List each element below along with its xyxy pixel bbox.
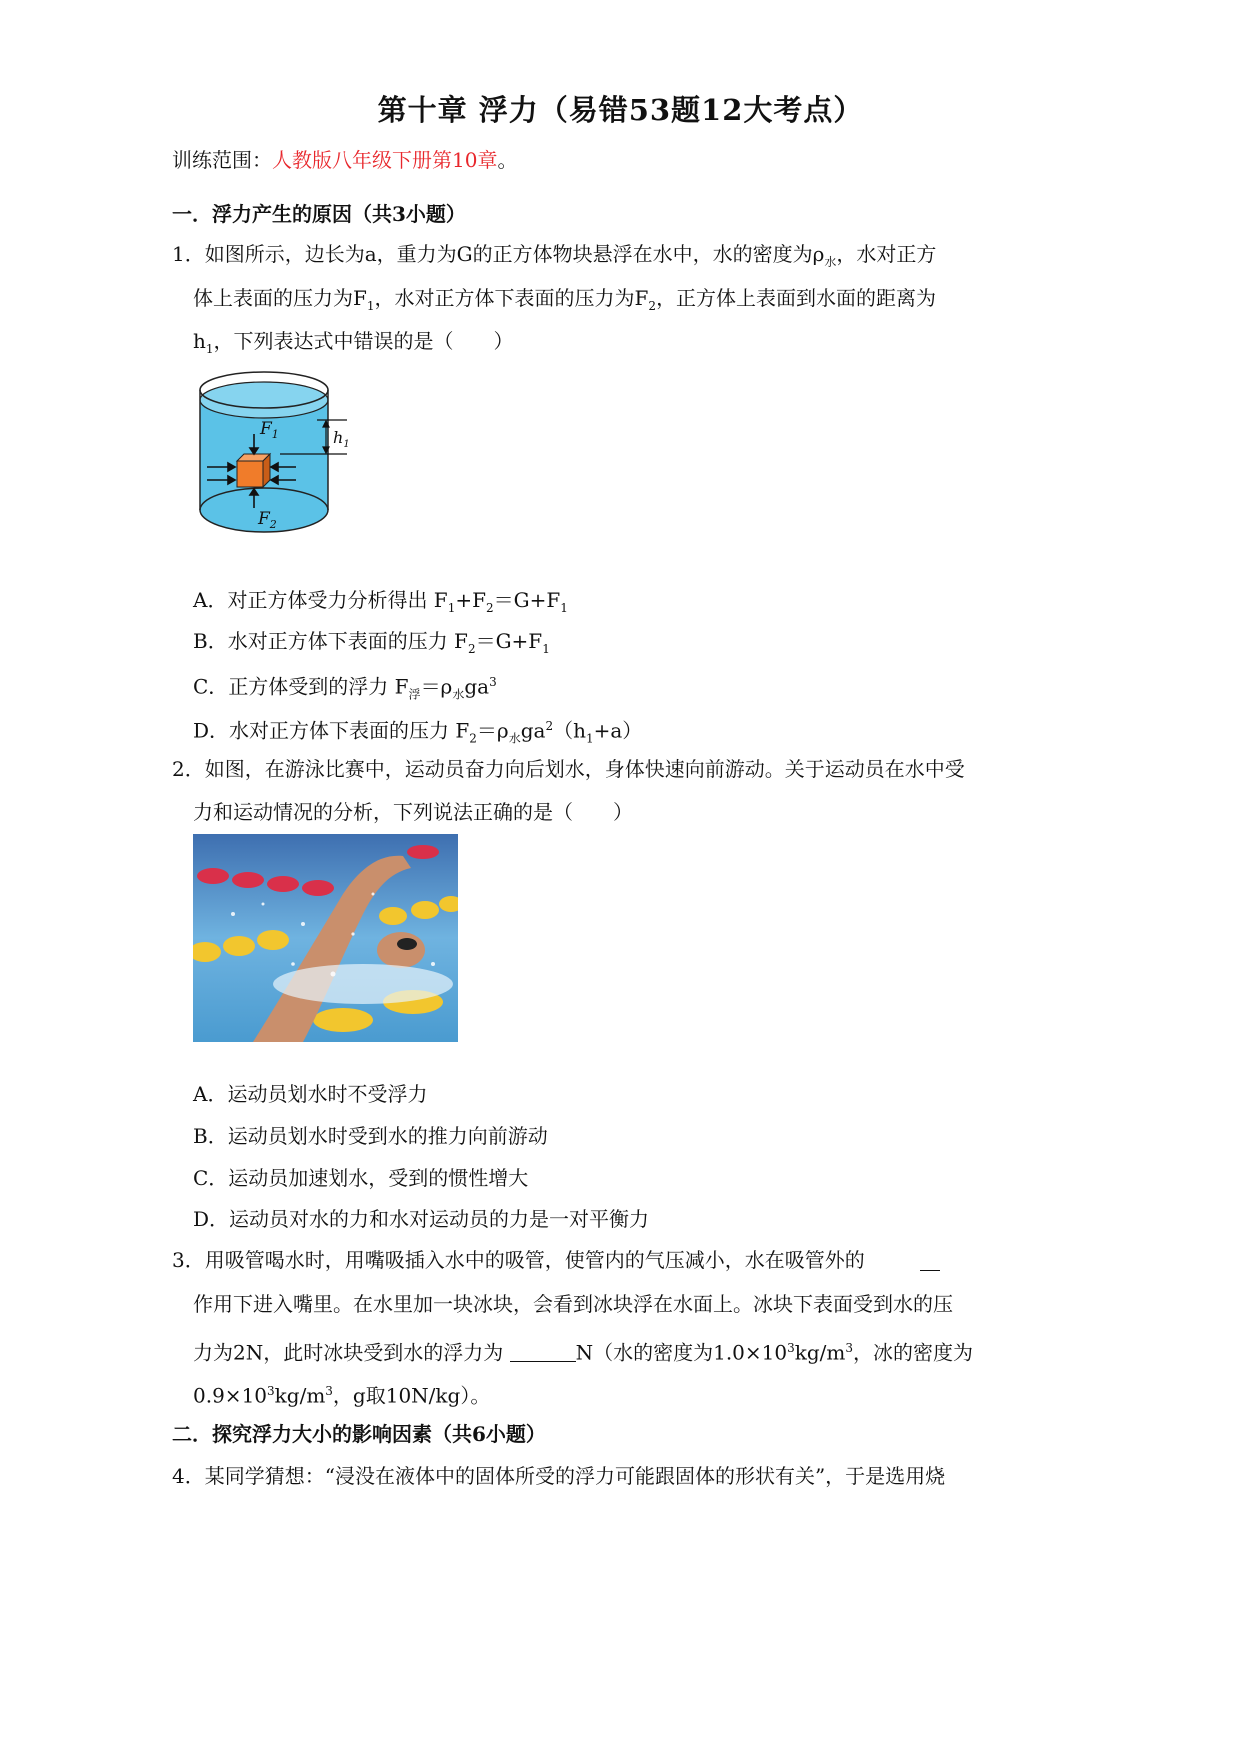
q1-number: 1． (172, 242, 205, 266)
q1-text-2a: 体上表面的压力为F (193, 286, 367, 310)
q1-text-1: 如图所示，边长为a，重力为G的正方体物块悬浮在水中，水的密度为ρ (204, 242, 825, 266)
q1-option-b: B．水对正方体下表面的压力 $F_2=G+F_1$ (193, 629, 550, 656)
q1-sub-1: 1 (366, 299, 375, 313)
q3-blank-1[interactable] (920, 1250, 940, 1271)
q2-line-2: 力和运动情况的分析，下列说法正确的是（ ） (193, 800, 633, 824)
q1-sub-water: 水 (824, 255, 837, 269)
label-f2: $F_2$ (258, 509, 277, 531)
q3-line-1: 3．用吸管喝水时，用嘴吸插入水中的吸管，使管内的气压减小，水在吸管外的 (172, 1248, 865, 1272)
scope-value: 人教版八年级下册第10章 (272, 148, 498, 172)
q1-text-1-end: ，水对正方 (836, 242, 937, 266)
water-surface (200, 382, 328, 418)
section-1-heading: 一．浮力产生的原因（共3小题） (172, 202, 466, 226)
q1-line-3 (193, 327, 514, 363)
label-h1: $h_1$ (333, 428, 350, 450)
q1-sub-h1: 1 (205, 342, 214, 356)
q1-sub-2: 2 (648, 299, 657, 313)
q2-option-b: B．运动员划水时受到水的推力向前游动 (193, 1124, 548, 1148)
q3-line-4: $0.9\times 10^3kg/m^3$，g取10N/kg）。 (193, 1383, 491, 1408)
label-f1: $F_1$ (260, 419, 279, 441)
page-title: 第十章 浮力（易错53题12大考点） (377, 93, 864, 127)
q1-line-2 (193, 284, 936, 320)
swimmer-photo (193, 834, 458, 1042)
swimmer-head (377, 932, 425, 968)
scope-end: 。 (497, 148, 518, 172)
q1-option-c: C．正方体受到的浮力 $F_浮=\rho_水ga^3$ (193, 674, 497, 702)
section-2-heading: 二．探究浮力大小的影响因素（共6小题） (172, 1422, 546, 1446)
q3-blank-2[interactable] (510, 1341, 576, 1362)
scope-line (172, 146, 517, 174)
q1-text-2b: ，水对正方体下表面的压力为F (374, 286, 649, 310)
q2-number: 2． (172, 757, 205, 781)
q1-text-3a: h (193, 329, 206, 353)
q1-option-a: A．对正方体受力分析得出 $F_1+F_2=G+F_1$ (193, 588, 568, 615)
q4-line-1: 4．某同学猜想：“浸没在液体中的固体所受的浮力可能跟固体的形状有关”，于是选用烧 (172, 1464, 946, 1488)
q3-line-3: 力为2N，此时冰块受到水的浮力为 N（水的密度为$1.0\times 10^3kg/m^3$，冰的密度为 (193, 1340, 974, 1365)
goggles (397, 938, 417, 950)
q2-text-1: 如图，在游泳比赛中，运动员奋力向后划水，身体快速向前游动。关于运动员在水中受 (204, 757, 965, 781)
q1-text-3b: ，下列表达式中错误的是（ ） (213, 329, 514, 353)
cylinder-cube-figure (192, 368, 362, 543)
cube (237, 461, 263, 487)
q2-option-a: A．运动员划水时不受浮力 (193, 1082, 428, 1106)
q2-option-d: D．运动员对水的力和水对运动员的力是一对平衡力 (193, 1207, 650, 1231)
q2-line-1 (172, 755, 965, 783)
q3-line-2: 作用下进入嘴里。在水里加一块冰块，会看到冰块浮在水面上。冰块下表面受到水的压 (193, 1292, 953, 1316)
q1-option-d: D．水对正方体下表面的压力 $F_2=\rho_水ga^2(h_1+a)$ (193, 718, 643, 746)
q2-option-c: C．运动员加速划水，受到的惯性增大 (193, 1166, 529, 1190)
q1-text-2c: ，正方体上表面到水面的距离为 (656, 286, 937, 310)
q1-line-1 (172, 240, 936, 276)
scope-label: 训练范围： (172, 148, 272, 172)
